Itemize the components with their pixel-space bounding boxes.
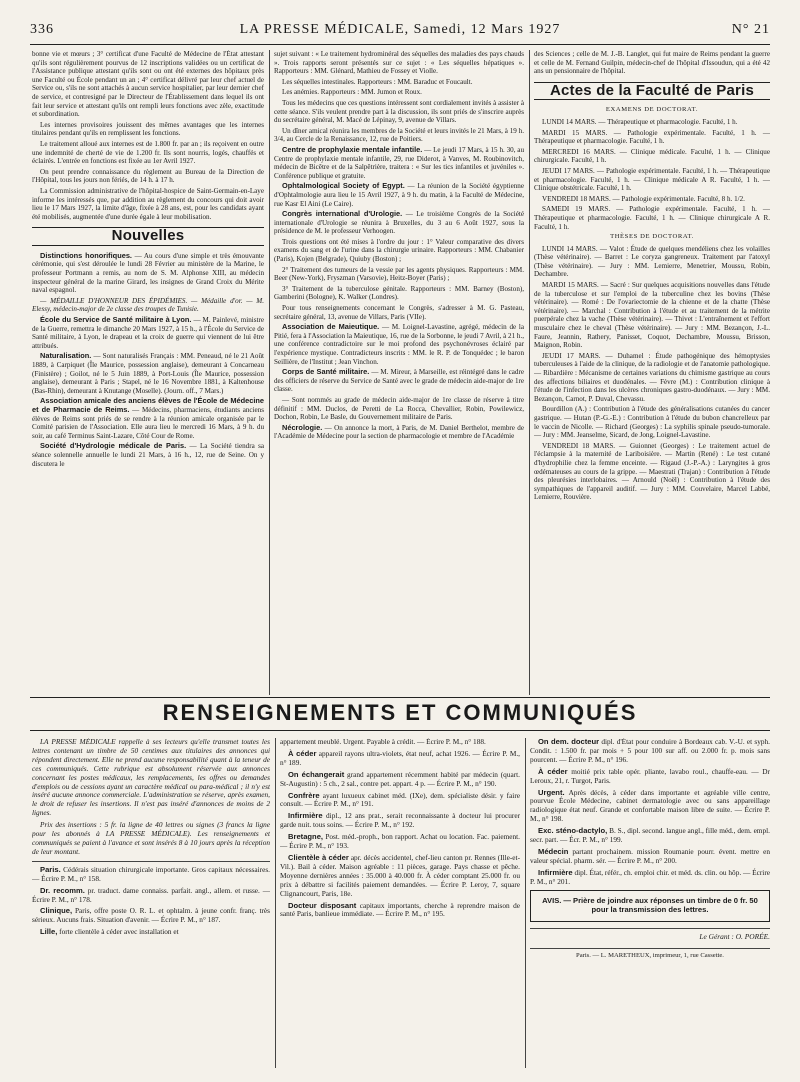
column-2	[274, 50, 524, 695]
paragraph: Les anémies. Rapporteurs : MM. Jumon et Roux.	[282, 88, 422, 97]
classifieds-column-1	[32, 738, 270, 1068]
classified-ad	[280, 833, 520, 851]
classified-ad	[280, 812, 520, 830]
notice-paragraph	[32, 738, 270, 818]
ad-title: Docteur disposant	[288, 900, 357, 910]
paragraph: Les internes provisoires jouissent des mêmes avantages que les internes titulaires pendant qu'ils en remplissent les fonctions.	[32, 120, 264, 138]
news-item-text: — La réunion de la Société égyptienne d'Ophtalmologie aura lieu le 15 Avril 1927, à 9 h. du matin, à la Faculté de Médecine, rue Kasr El Aini (Le Caire).	[274, 182, 524, 208]
classified-ad	[280, 854, 520, 899]
ad-title: On échangerait	[288, 769, 345, 779]
gerant-signature: Le Gérant : O. PORÉE.	[530, 928, 770, 942]
printer-imprint: Paris. — L. MARETHEUX, imprimeur, 1, rue Cassette.	[530, 948, 770, 961]
news-item	[32, 352, 264, 395]
news-item-text: — M. Mireur, à Marseille, est réintégré dans le cadre des officiers de réserve du Service de Santé avec le grade de médecin aide-major de 1re classe.	[274, 368, 524, 394]
news-item-title: Ophtalmological Society of Egypt.	[282, 181, 405, 191]
classified-ad	[32, 887, 270, 905]
ad-text: Après décès, à céder dans importante et agréable ville centre, pourvue École Médecine, cabinet dermatologie avec ou sans appareillage radiologique état neuf. Grande et confortable maison libre de suite. — Écrire P. M., n° 198.	[530, 787, 770, 824]
paragraph: Les séquelles intestinales. Rapporteurs : MM. Baraduc et Foucault.	[282, 77, 473, 86]
news-item-text: — Médecins, pharmaciens, étudiants anciens élèves de Reims sont priés de se rendre à la réunion amicale organisée par le Comité parisien de l'Association. Elle aura lieu le mercredi 16 Mars, à 9 h. du soir, au café Terminus Saint-Lazare, Côté Cour de Rome.	[32, 405, 264, 440]
exam-entry: MARDI 15 MARS. — Pathologie expérimentale. Faculté, 1 h. — Thérapeutique et pharmacologie. Faculté, 1 h.	[534, 128, 770, 146]
notice-text: Prix des insertions : 5 fr. la ligne de 40 lettres ou signes (3 francs la ligne pour les abonnés à LA PRESSE MÉDICALE). Les renseignements et communiqués se paient à l'avance et sont insérés 8 à 10 jours après la réception de leur montant.	[32, 820, 270, 856]
ad-text: dipl., 12 ans prat., serait reconnaissante à docteur lui procurer garde nuit. tous soins. — Écrire P. M., n° 192.	[280, 811, 520, 830]
news-item	[32, 252, 264, 295]
paragraph: sujet suivant : « Le traitement hydrominéral des séquelles des maladies des pays chauds ». Trois rapports seront présentés sur ce sujet : « Les séquelles hépatiques ». Rapporteurs : MM. Glénard, Mathieu de Fossey et Violle.	[274, 50, 524, 76]
renseignements-heading: RENSEIGNEMENTS ET COMMUNIQUÉS	[162, 700, 638, 725]
col1-intro	[32, 50, 264, 221]
column-divider	[529, 50, 530, 695]
news-item-title: Association amicale des anciens élèves de l'École de Médecine et de Pharmacie de Reims.	[32, 396, 264, 414]
section-rule	[30, 730, 770, 731]
column-3	[534, 50, 770, 695]
ad-title: Paris.	[40, 864, 61, 874]
paragraph: 3° Traitement de la tuberculose génitale. Rapporteurs : MM. Barney (Boston), Gamberini (Bologne), K. Walker (Londres).	[274, 284, 524, 302]
avis-notice	[537, 896, 763, 915]
news-item-text: — La Société tiendra sa séance solennelle annuelle le lundi 21 Mars, à 16 h., 12, rue de Seine. On y discutera le	[32, 442, 264, 468]
ad-text: Paris, offre poste O. R. L. et ophtalm. à jeune confr. franç. très sérieux. Aucuns frais. Situation d'avenir. — Écrire P. M., n° 187.	[32, 906, 270, 925]
avis-text: — Prière de joindre aux réponses un timbre de 0 fr. 50 pour la transmission des lettres.	[563, 895, 758, 915]
ad-title: Dr. recomm.	[40, 885, 85, 895]
classifieds-column-2	[280, 738, 520, 1068]
ad-text: capitaux importants, cherche à reprendre maison de santé Paris, banlieue immédiate. — Écrire P. M., n° 195.	[280, 900, 520, 919]
paragraph: Pour tous renseignements concernant le Congrès, s'adresser à M. G. Pasteau, secrétaire général, 13, avenue de Villars, Paris (VIIe).	[274, 304, 524, 321]
faculty-heading: Actes de la Faculté de Paris	[534, 82, 770, 101]
paragraph: — Sont nommés au grade de médecin aide-major de 1re classe de réserve à titre définitif : MM. Duclos, de Peretti de La Rocca, Chevallier, Robin, Powilewicz, Dochon, Robin, Le Basle, du Gouvernement militaire de Paris.	[274, 395, 524, 422]
news-item	[274, 210, 524, 236]
ad-title: À céder	[288, 748, 317, 758]
paragraph: Un dîner amical réunira les membres de la Société et leurs invités le 21 Mars, à 19 h. 3/4, au Cercle de la Renaissance, 12, rue de Poitiers.	[274, 126, 524, 144]
paragraph: Tous les médecins que ces questions intéressent sont cordialement invités à assister à cette séance. S'ils veulent prendre part à la discussion, ils sont priés de s'inscrire auprès du secrétaire général, M. Macé de Lépinay, 9, avenue de Villars.	[274, 98, 524, 125]
paragraph: Trois questions ont été mises à l'ordre du jour : 1° Valeur comparative des divers examens du sang et de l'urine dans la chirurgie urinaire. Rapporteurs : MM. Chabanier (Paris), Kojen (Belgrade), Quiuby (Boston) ;	[274, 237, 524, 264]
classified-ad	[530, 789, 770, 825]
ad-text: ayant luxueux cabinet méd. (IXe), dem. spécialiste désir. y faire consult. — Écrire P. M., n° 191.	[280, 790, 520, 809]
ad-title: Clinique,	[40, 906, 73, 916]
page-header	[30, 22, 770, 42]
news-item	[32, 297, 264, 314]
paragraph: Le traitement alloué aux internes est de 1.800 fr. par an ; ils reçoivent en outre une indemnité de cherté de vie de 1.200 fr. Ils sont nourris, logés, chauffés et éclairés. L'entrée en fonctions est fixée au 1er Avril 1927.	[32, 139, 264, 166]
news-item-title: École du Service de Santé militaire à Lyon.	[40, 315, 192, 325]
ad-text: grand appartement récemment habité par médecin (quart. St-Augustin) : 5 ch., 2 sal., contre pet. appart. 4 p. — Écrire P. M., n° 190.	[280, 769, 520, 788]
journal-title: LA PRESSE MÉDICALE, Samedi, 12 Mars 1927	[239, 22, 561, 37]
notice-paragraph	[32, 821, 270, 857]
ad-title: Urgent.	[538, 787, 565, 797]
ad-title: Confrère	[288, 790, 320, 800]
classified-ad	[280, 902, 520, 920]
news-item-title: Naturalisation.	[40, 351, 92, 361]
ad-text: Cédérais situation chirurgicale importante. Gros capitaux nécessaires. — Écrire P. M., n° 158.	[32, 864, 270, 883]
news-item-text: — Le troisième Congrès de la Société internationale d'Urologie se réunira à Bruxelles, du 3 au 6 Août 1927, sous la présidence de M. le professeur Verhoogen.	[274, 210, 524, 236]
classified-ad	[530, 827, 770, 845]
ad-text: pr. traduct. dame connaiss. parfait. angl., allem. et russe. — Écrire P. M., n° 178.	[32, 885, 270, 904]
column-1	[32, 50, 264, 695]
section-rule	[30, 697, 770, 698]
classified-ad	[32, 907, 270, 925]
column-divider	[269, 50, 270, 695]
paragraph: des Sciences ; celle de M. J.-B. Langlet, qui fut maire de Reims pendant la guerre et celle de M. Fernand Guilpin, médecin-chef de l'hôpital d'Issoudun, qui a été 42 ans un pensionnaire de l'hôpital.	[534, 50, 770, 76]
news-item	[274, 323, 524, 366]
classified-ad	[32, 928, 270, 937]
exam-entry: LUNDI 14 MARS. — Thérapeutique et pharmacologie. Faculté, 1 h.	[542, 117, 738, 126]
avis-box	[530, 890, 770, 922]
ad-text: partant prochainem. mission Roumanie pourr. évent. mettre en valeur spécial. pharm. sér. — Écrire P. M., n° 200.	[530, 846, 770, 865]
ad-title: À céder	[538, 766, 568, 776]
news-item-title: Nécrologie.	[282, 422, 323, 432]
theses-subheading: THÈSES DE DOCTORAT.	[610, 233, 694, 241]
issue-number: N° 21	[731, 22, 770, 37]
thesis-entry: Bourdillon (A.) : Contribution à l'étude des généralisations cutanées du cancer gastrique. — Hutan (P.-G.-E.) : Contribution à l'étude du bubon chancrelleux par le vaccin de Nicolle. — Richard (Georges) : La syphilis spinale pseudo-tumorale. — Jury : MM. Jeanselme, Sicard, de Jong, Loignel-Lavastine.	[534, 405, 770, 440]
classified-ad	[530, 848, 770, 866]
news-item	[32, 397, 264, 440]
news-item-text: — Sont naturalisés Français : MM. Peneaud, né le 21 Août 1889, à Carpiquet (Île Maurice, possession anglaise), demeurant à Concarneau (Finistère) ; Goilot, né le 5 Juin 1889, à Port-Louis (Île Maurice, possession anglaise), demeurant à Paris ; Stapel, né le 16 Novembre 1881, à Kaltenhouse (Bas-Rhin), demeurant à Knutange (Moselle). (Journ. off., 7 Mars.)	[32, 352, 264, 395]
ad-text: appartement meublé. Urgent. Payable à crédit. — Écrire P. M., n° 188.	[280, 738, 486, 746]
ad-title: Infirmière	[288, 811, 323, 821]
classified-ad	[530, 738, 770, 765]
news-item	[32, 316, 264, 350]
paragraph: bonne vie et mœurs ; 3° certificat d'une Faculté de Médecine de l'État attestant qu'ils sont régulièrement pourvus de 12 inscriptions validées ou un certificat de l'Assistance publique attestant qu'ils sont ou ont été externes des hôpitaux près une Faculté ou École pendant un an ; 4° certificat délivré par leur chef actuel de Service ou, s'ils ne sont attachés à aucun service hospitalier, par leur dernier chef de service, et contresigné par le Directeur de l'Établissement dans lequel ils ont fait leur service et attestant qu'ils ont rempli leurs fonctions avec zèle, exactitude et subordination.	[32, 50, 264, 119]
ad-text: B. S., dipl. second. langue angl., fille méd., dem. empl. secr. part. — Écr. P. M., n° 199.	[530, 826, 770, 845]
news-item-text: — M. Loignel-Lavastine, agrégé, médecin de la Pitié, fera à l'Association la Maieutique, 16, rue de la Sorbonne, le jeudi 7 Avril, à 21 h., une conférence contradictoire sur le moi profond des psychonévroses éclairé par l'expérience mystique. Contradicteurs inscrits : MM. le R. P. de Tonquédec ; le baron Seillière, de l'Institut ; Jean Vinchon.	[274, 323, 524, 366]
news-item-title: Distinctions honorifiques.	[40, 250, 132, 260]
classifieds-column-3	[530, 738, 770, 1078]
news-item-text: — M. Painlevé, ministre de la Guerre, remettra le dimanche 20 Mars 1927, à 15 h., à l'École du Service de Santé militaire, à Lyon, le drapeau et la croix de guerre qui viennent de lui être attribués.	[32, 316, 264, 350]
thesis-entry: VENDREDI 18 MARS. — Guionnet (Georges) : Le traitement actuel de l'éclampsie à la maternité de Lariboisière. — Martin (René) : Le test cutané d'hydrophilie chez la femme enceinte. — Rigaud (J.-P.-A.) : Laryngites à gros œdémateuses au cours de la grippe. — Maestrati (Trajan) : Contribution à l'étude des pleurésies interlobaires. — Arnould (Noël) : Contribution à l'étude des sympathiques de l'appareil auditif. — Jury : MM. Couvelaire, Marcel Labbé, Lemierre, Rouvière.	[534, 441, 770, 502]
classified-ad	[280, 738, 520, 747]
thesis-entry: LUNDI 14 MARS. — Valot : Étude de quelques mendéliens chez les volailles (Thèse vétérinaire). — Barret : Le coryza gangreneux. Traitement par l'atoxyl (Thèse vétérinaire). — Jury : MM. Lemierre, Menetrier, Moussu, Robin, Dechambre.	[534, 244, 770, 279]
news-item	[274, 146, 524, 180]
classified-ad	[530, 768, 770, 786]
ad-title: Bretagne,	[288, 832, 324, 842]
notice-text: LA PRESSE MÉDICALE rappelle à ses lecteurs qu'elle transmet toutes les lettres contenant un timbre de 50 centimes aux titulaires des annonces qui répondent directement. Elle ne prend aucune responsabilité quant à la teneur de ces communiqués. Cette rubrique est absolument réservée aux annonces concernant les postes médicaux, les remplacements, les offres ou demandes d'emplois ou de cessions ayant un caractère médical ou para-médical ; il n'y est inséré aucune annonce commerciale. L'administration se réserve, après examen, le droit de refuser les insertions. Il n'est pas inséré d'annonces de moins de 2 lignes.	[32, 738, 270, 818]
classified-ad	[280, 750, 520, 768]
news-item-title: Société d'Hydrologie médicale de Paris.	[40, 441, 187, 451]
exam-entry: JEUDI 17 MARS. — Pathologie expérimentale. Faculté, 1 h. — Thérapeutique et pharmacologie. Faculté, 1 h. — Clinique médicale A R. Faculté, 1 h. — Clinique obstétricale. Faculté, 1 h.	[534, 166, 770, 193]
paragraph: La Commission administrative de l'hôpital-hospice de Saint-Germain-en-Laye informe les intéressés que, par addition au règlement du concours qui doit avoir lieu le 17 Mars 1927, la limite d'âge, fixée à 28 ans, est, pour les candidats ayant été mobilisés, augmentée d'une durée égale à leur mobilisation.	[32, 186, 264, 221]
column-divider	[525, 738, 526, 1068]
ad-title: Médecin	[538, 846, 569, 856]
ad-text: forte clientèle à céder avec installation et	[59, 927, 179, 937]
news-item-text: — Au cours d'une simple et très émouvante cérémonie, qui s'est déroulée le lundi 28 Février au ministère de la Marine, le professeur Portmann a remis, au nom de S. M. Alphonse XIII, au médecin inspecteur général de la marine Girard, les insignes de Grand Croix du Mérite naval espagnol.	[32, 251, 264, 295]
page-number: 336	[30, 22, 54, 37]
ad-title: On dem. docteur	[538, 738, 600, 746]
news-item-text: — Le jeudi 17 Mars, à 15 h. 30, au Centre de prophylaxie mentale infantile, 29, rue Diderot, à Vanves, M. Roubinovitch, médecin de Bicêtre et de la Salpêtrière, traitera : « Sur les tics infantiles et juvéniles ». Conférence publique et gratuite.	[274, 145, 524, 180]
news-item	[32, 442, 264, 468]
ad-title: Exc. sténo-dactylo,	[538, 826, 608, 836]
classified-ad	[32, 866, 270, 884]
thesis-entry: MARDI 15 MARS. — Sacré : Sur quelques acquisitions nouvelles dans l'étude de la tuberculose et sur l'emploi de la tuberculine chez les bovins (Thèse vétérinaire). — Romé : De l'ovariectomie de la chienne et de la chatte (Thèse vétérinaire). — Marchal : Contribution à l'étude et au traitement de la métrite puerpérale chez la vache (Thèse vétérinaire). — Thivet : L'entraînement et l'effort musculaire chez le cheval (Thèse vétérinaire). — Jury : MM. Bezançon, J.-L. Faure, Jeannin, Rathery, Panisset, Coquot, Dechambre, Moussu, Brisson, Maignon, Robin.	[534, 281, 770, 350]
news-item	[274, 182, 524, 208]
news-item-text: — MÉDAILLE D'HONNEUR DES ÉPIDÉMIES. — Médaille d'or. — M. Elessy, médecin-major de 2e classe des troupes de Tunisie.	[32, 296, 264, 314]
ad-title: Clientèle à céder	[288, 852, 349, 862]
header-rule	[30, 44, 770, 45]
news-item	[274, 368, 524, 394]
news-item-title: Centre de prophylaxie mentale infantile.	[282, 144, 423, 154]
nouvelles-heading: Nouvelles	[32, 227, 264, 246]
exam-entry: SAMEDI 19 MARS. — Pathologie expérimentale. Faculté, 1 h. — Thérapeutique et pharmacologie. Faculté, 1 h. — Clinique chirurgicale A R. Faculté, 1 h.	[534, 205, 770, 231]
news-item-text: — On annonce la mort, à Paris, de M. Daniel Berthelot, membre de l'Académie de Médecine pour la section de pharmacologie et membre de l'Académie	[274, 423, 524, 441]
ad-text: dipl. d'État pour conduire à Bordeaux cab. V.-U. et syph. Condit. : 1.500 fr. par mois + 5 pour 100 sur aff. ou 2.000 fr. p. mois sans pourcent. — Écrire P. M., n° 196.	[530, 738, 770, 764]
ad-title: Infirmière	[538, 867, 573, 877]
paragraph: 2° Traitement des tumeurs de la vessie par les agents physiques. Rapporteurs : MM. Beer (New-York), Fryszman (Varsovie), Heitz-Boyer (Paris) ;	[274, 265, 524, 283]
ad-text: appareil rayons ultra-violets, état neuf, achat 1926. — Écrire P. M., n° 189.	[280, 748, 520, 767]
news-item-title: Congrès international d'Urologie.	[282, 209, 403, 219]
classified-ad	[280, 792, 520, 810]
column-divider	[275, 738, 276, 1068]
ad-title: Lille,	[40, 927, 58, 937]
avis-title: AVIS.	[542, 895, 562, 905]
ad-text: apr. décès accidentel, chef-lieu canton pr. Rennes (Ille-et-Vil.). Bail à céder. Maison agréable : 11 pièces, garage. Pays chasse et pêche. Moyenne dernières années : 35.000 à 40.000 fr. À céder comptant 25.000 fr. ou prix à débattre si facilités paiement demandées. — Écrire P. Leroy, 7, square Clignancourt, Paris, 18e.	[280, 852, 520, 898]
news-item-title: Association de Maieutique.	[282, 322, 380, 332]
news-item-title: Corps de Santé militaire.	[282, 367, 370, 377]
ad-text: moitié prix table opér. pliante, lavabo roul., chauffe-eau. — Dr Leroux, 21, r. Turgot, Paris.	[530, 766, 770, 785]
divider	[32, 861, 270, 862]
classified-ad	[530, 869, 770, 887]
exams-subheading: EXAMENS DE DOCTORAT.	[605, 106, 699, 114]
ad-text: dipl. État, référ., ch. emploi chir. et méd. ds. clin. ou hôp. — Écrire P. M., n° 201.	[530, 867, 770, 886]
paragraph: On peut prendre connaissance du règlement au Bureau de la Direction de l'Hôpital, tous les jours non fériés, de 14 h. à 17 h.	[32, 167, 264, 185]
classified-ad	[280, 771, 520, 789]
exam-entry: MERCREDI 16 MARS. — Clinique médicale. Faculté, 1 h. — Clinique chirurgicale. Faculté, 1 h.	[534, 147, 770, 165]
ad-text: Post. méd.-proph., bon rapport. Achat ou location. Fac. paiement. — Écrire P. M., n° 193.	[280, 832, 520, 851]
exam-entry: VENDREDI 18 MARS. — Pathologie expérimentale. Faculté, 8 h. 1/2.	[542, 194, 745, 203]
thesis-entry: JEUDI 17 MARS. — Duhamel : Étude pathogénique des hémoptysies tuberculeuses à l'aide de la clinique, de la radiologie et de l'anatomie pathologique. — Ribardière : Mécanisme de certaines variations du chimisme gastrique au cours des affections biliaires et duodénales. — Fèvre (M.) : Contribution clinique à l'étude de l'infection dans les ulcères chroniques gastro-duodénaux. — Jury : MM. Bezançon, Carnot, P. Duval, Chevassu.	[534, 351, 770, 403]
news-item	[274, 424, 524, 441]
